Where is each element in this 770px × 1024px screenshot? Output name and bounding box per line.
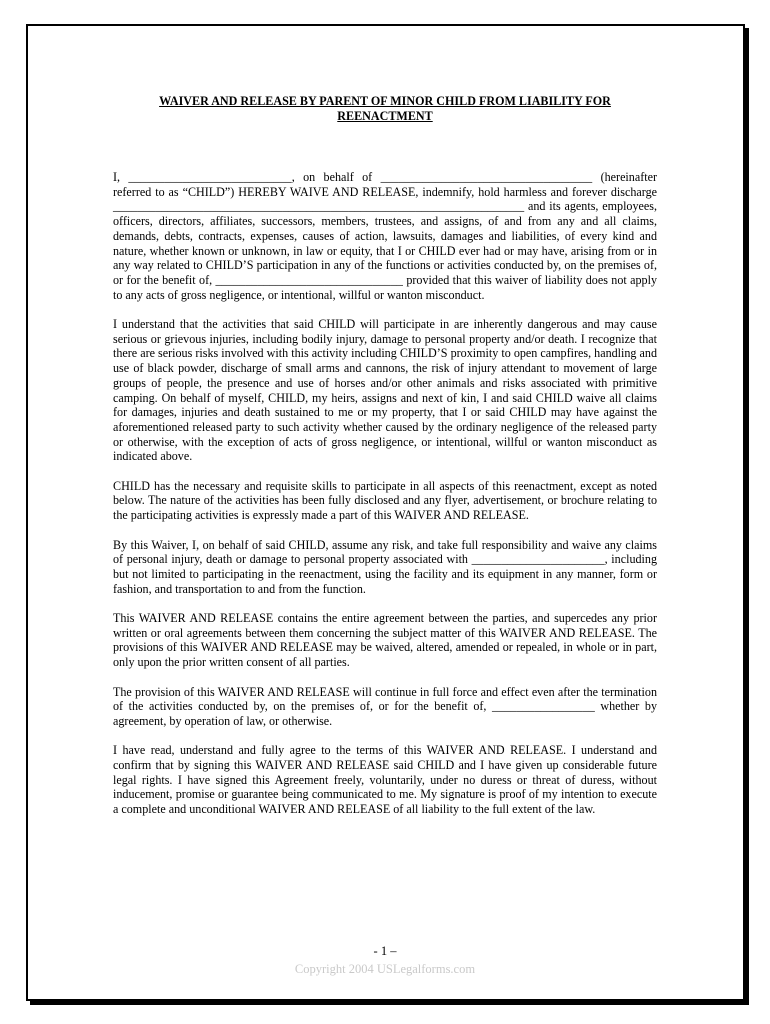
- paragraph-entire-agreement: This WAIVER AND RELEASE contains the entire agreement between the parties, and supercedes any prior written or oral agreements between them concerning the subject matter of this WAIVER AND RELEASE. The provisions of this WAIVER AND RELEASE may be waived, altered, amended or repealed, in whole or in part, only upon the prior written consent of all parties.: [113, 611, 657, 670]
- document-body: [113, 170, 657, 832]
- paragraph-survival: The provision of this WAIVER AND RELEASE will continue in full force and effect even after the termination of the activities conducted by, on the premises of, or for the benefit of, _________________ whether by agreement, by operation of law, or otherwise.: [113, 684, 657, 728]
- page-number: - 1 –: [373, 944, 397, 958]
- paragraph-child-skills: CHILD has the necessary and requisite skills to participate in all aspects of this reenactment, except as noted below. The nature of the activities has been fully disclosed and any flyer, advertisement, or brochure relating to the participating activities is expressly made a part of this WAIVER AND RELEASE.: [113, 478, 657, 523]
- paragraph-acknowledgement: I have read, understand and fully agree to the terms of this WAIVER AND RELEASE. I understand and confirm that by signing this WAIVER AND RELEASE said CHILD and I have given up considerable future legal rights. I have signed this Agreement freely, voluntarily, under no duress or threat of duress, without inducement, promise or guarantee being communicated to me. My signature is proof of my intention to execute a complete and unconditional WAIVER AND RELEASE of all liability to the full extent of the law.: [113, 743, 657, 817]
- paragraph-assumption-of-risk: By this Waiver, I, on behalf of said CHILD, assume any risk, and take full responsibility and waive any claims of personal injury, death or damage to personal property associated with ______________________, including but not limited to participating in the reenactment, using the facility and its equipment in any manner, form or fashion, and transportation to and from the function.: [113, 537, 657, 596]
- copyright-notice: Copyright 2004 USLegalforms.com: [294, 962, 476, 976]
- document-title: WAIVER AND RELEASE BY PARENT OF MINOR CHILD FROM LIABILITY FOR REENACTMENT: [159, 94, 611, 123]
- paragraph-waiver-release: I, ___________________________, on behalf of ___________________________________ (hereinafter referred to as “CHILD”) HEREBY WAIVE AND RELEASE, indemnify, hold harmless and forever discharge ____________________________________________________________________ and its agents, employees, officers, directors, affiliates, successors, members, trustees, and assigns, of and from any and all claims, demands, debts, contracts, expenses, causes of action, lawsuits, damages and liabilities, of every kind and nature, whether known or unknown, in law or equity, that I or CHILD ever had or may have, arising from or in any way related to CHILD’S participation in any of the functions or activities conducted by, on the premises of, or for the benefit of, _______________________________ provided that this waiver of liability does not apply to any acts of gross negligence, or intentional, willful or wanton misconduct.: [113, 170, 657, 302]
- paragraph-inherent-risks: I understand that the activities that said CHILD will participate in are inherently dangerous and may cause serious or grievous injuries, including bodily injury, damage to personal property and/or death. I recognize that there are serious risks involved with this activity including CHILD’S proximity to open campfires, handling and use of black powder, discharge of small arms and cannons, the risk of injury attendant to movement of large groups of people, the presence and use of horses and/or other animals and risks associated with primitive camping. On behalf of myself, CHILD, my heirs, assigns and next of kin, I and said CHILD waive all claims for damages, injuries and death sustained to me or my property, that I or said CHILD may have against the aforementioned released party to such activity whether caused by the ordinary negligence of the released party or otherwise, with the exception of acts of gross negligence, or intentional, willful or wanton misconduct as indicated above.: [113, 317, 657, 464]
